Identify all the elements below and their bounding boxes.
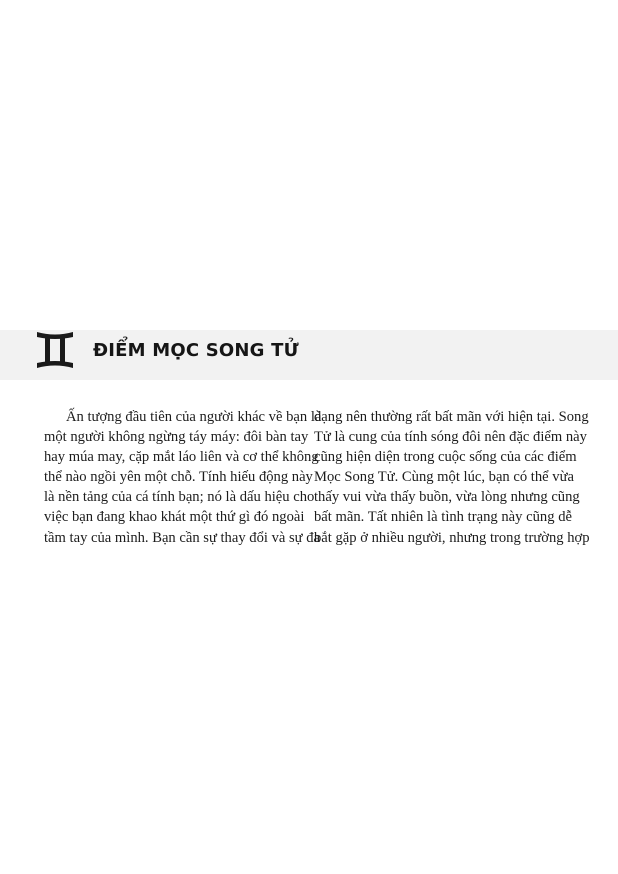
paragraph-line: Ấn tượng đầu tiên của người khác về bạn là <box>66 409 322 425</box>
paragraph-line: Mọc Song Tử. Cùng một lúc, bạn có thể vừa <box>314 469 574 486</box>
right-column <box>314 407 590 548</box>
paragraph-line: thấy vui vừa thấy buồn, vừa lòng nhưng cũng <box>314 489 580 506</box>
paragraph-line: thể nào ngồi yên một chỗ. Tính hiếu động này <box>44 469 313 486</box>
paragraph-line: bắt gặp ở nhiều người, nhưng trong trường hợp <box>314 529 590 546</box>
paragraph-line: dạng nên thường rất bất mãn với hiện tại. Song <box>314 409 589 425</box>
paragraph-line: là nền tảng của cá tính bạn; nó là dấu hiệu cho <box>44 489 315 506</box>
section-title: ĐIỂM MỌC SONG TỬ <box>93 340 299 361</box>
left-column <box>44 407 322 548</box>
paragraph-line: một người không ngừng táy máy: đôi bàn tay <box>44 429 309 446</box>
paragraph-line: cũng hiện diện trong cuộc sống của các điểm <box>314 449 577 466</box>
paragraph-line: tầm tay của mình. Bạn cần sự thay đổi và sự đa <box>44 529 321 546</box>
paragraph-line: Tử là cung của tính sóng đôi nên đặc điểm này <box>314 429 587 446</box>
paragraph-line: bất mãn. Tất nhiên là tình trạng này cũng dễ <box>314 509 572 526</box>
paragraph-line: hay múa may, cặp mắt láo liên và cơ thể không <box>44 449 319 466</box>
paragraph-line: việc bạn đang khao khát một thứ gì đó ngoài <box>44 509 305 526</box>
gemini-icon <box>35 328 75 372</box>
